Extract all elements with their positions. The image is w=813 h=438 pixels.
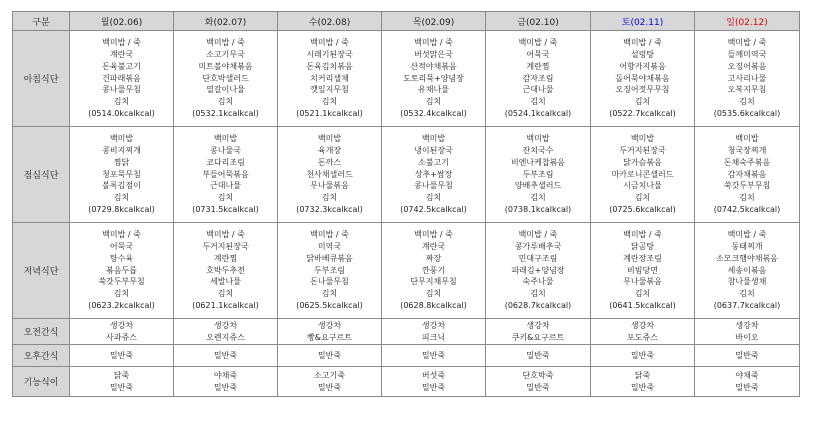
menu-item: 생강차 (213, 320, 238, 330)
menu-cell (70, 319, 174, 345)
menu-cell (174, 319, 278, 345)
menu-item: 밀반죽 (317, 350, 342, 360)
meal-row-label: 점심식단 (13, 127, 70, 223)
menu-item: 단호박죽 (522, 370, 554, 380)
menu-cell (70, 127, 174, 223)
menu-item: 밀반죽 (630, 350, 655, 360)
menu-item: 김치 (530, 97, 546, 107)
menu-item: 비엔나케찹볶음 (510, 157, 566, 167)
menu-item: 닭죽 (634, 370, 651, 380)
menu-cell (591, 345, 695, 367)
menu-cell (278, 345, 382, 367)
menu-cell (591, 31, 695, 127)
menu-item: 백미밥 / 죽 (727, 230, 767, 240)
menu-cell (695, 223, 800, 319)
menu-cell (486, 367, 591, 397)
menu-cell (382, 127, 486, 223)
menu-item: (0637.7kcalkcal) (713, 300, 781, 310)
menu-item: 김치 (321, 289, 338, 299)
menu-item: 백미밥 / 죽 (102, 230, 141, 240)
meal-row-label: 오후간식 (13, 345, 70, 367)
menu-item: 두거지된장국 (619, 146, 666, 155)
menu-item: 코다리조림 (206, 157, 245, 167)
menu-item: 쿠키&요구르트 (511, 332, 565, 342)
day-header: 일(02.12) (695, 12, 800, 31)
menu-item: 김치 (634, 193, 651, 203)
menu-body (13, 31, 800, 397)
menu-item: 무나물볶음 (623, 277, 662, 287)
menu-item: 백미밥 / 죽 (310, 38, 349, 48)
menu-item: 버섯맑은국 (414, 50, 453, 59)
menu-item: 밀반죽 (213, 350, 238, 360)
menu-item: (0532.4kcalkcal) (400, 108, 467, 118)
menu-item: 백미밥 / 죽 (414, 38, 453, 48)
menu-item: (0729.8kcalkcal) (88, 204, 155, 214)
category-header: 구분 (13, 12, 70, 31)
menu-item: 오렌지쥬스 (206, 332, 245, 342)
menu-item: 들깨미역국 (727, 50, 767, 59)
menu-item: 백미밥 / 죽 (623, 38, 662, 48)
menu-item: 김치 (634, 289, 651, 299)
menu-item: 무나물볶음 (310, 181, 349, 191)
menu-item: 잔치국수 (522, 146, 554, 155)
menu-cell (695, 319, 800, 345)
menu-cell (695, 31, 800, 127)
meal-row-label: 오전간식 (13, 319, 70, 345)
menu-item: 돌어묵야채볶음 (615, 73, 670, 83)
menu-item: 어묵국 (109, 242, 134, 251)
menu-item: 오징어볶음 (727, 61, 767, 71)
menu-item: 세발나물 (210, 277, 241, 287)
menu-item: 어향가지볶음 (619, 61, 666, 71)
menu-item: 밀반죽 (735, 382, 759, 392)
menu-item: 볶음두릅 (106, 265, 137, 275)
meal-row-label: 저녁식단 (13, 223, 70, 319)
menu-item: 닭가슴볶음 (623, 157, 662, 167)
menu-item: 백미밥 / 죽 (206, 230, 245, 240)
menu-item: 야채죽 (735, 370, 759, 380)
menu-cell (70, 223, 174, 319)
menu-item: (0623.2kcalkcal) (88, 300, 155, 310)
menu-item: 호박두추전 (206, 265, 245, 275)
menu-item: 백미밥 / 죽 (206, 38, 245, 48)
menu-item: 밀반죽 (526, 382, 550, 392)
menu-cell (382, 223, 486, 319)
menu-item: 고사리나물 (727, 73, 767, 83)
menu-item: 밀반죽 (421, 382, 446, 392)
menu-item: (0742.5kcalkcal) (713, 204, 781, 214)
menu-item: 어묵국 (526, 50, 550, 59)
meal-row-label: 아침식단 (13, 31, 70, 127)
menu-item: 백미밥 / 죽 (414, 230, 453, 240)
menu-item: 백미밥 (109, 134, 134, 144)
menu-item: 쑥갓두부무침 (98, 277, 145, 287)
menu-item: 밀반죽 (630, 382, 655, 392)
menu-item: 김치 (217, 97, 234, 107)
menu-cell (591, 367, 695, 397)
menu-item: 백미밥 (213, 134, 238, 144)
menu-item: 생강차 (317, 320, 342, 330)
menu-item: 찜닭 (113, 157, 130, 167)
menu-item: 백미밥 / 죽 (623, 230, 662, 240)
menu-item: 김치 (739, 97, 755, 107)
menu-cell (591, 223, 695, 319)
menu-item: 깻잎지무침 (310, 85, 349, 95)
menu-item: 냉이된장국 (414, 146, 453, 155)
menu-item: 계란국 (109, 50, 134, 59)
menu-item: 마카로니콘샐러드 (611, 169, 674, 179)
menu-item: 유채나물 (418, 85, 449, 95)
menu-item: 소고기무국 (206, 50, 245, 59)
menu-item: 밀반죽 (735, 350, 759, 360)
meal-row (13, 345, 800, 367)
menu-item: 야채죽 (213, 370, 238, 380)
menu-item: 김치 (321, 193, 338, 203)
menu-item: (0625.5kcalkcal) (296, 300, 363, 310)
menu-item: 열갈이나물 (206, 85, 245, 95)
menu-item: 버섯죽 (421, 370, 446, 380)
menu-cell (486, 345, 591, 367)
menu-item: (0514.0kcalkcal) (88, 108, 155, 118)
menu-cell (70, 31, 174, 127)
menu-item: 김치 (739, 289, 755, 299)
menu-item: 청포묵무침 (102, 169, 141, 179)
menu-item: 김치 (530, 289, 546, 299)
menu-item: 육개장 (317, 146, 342, 155)
menu-item: 상추+쌈장 (414, 169, 453, 179)
menu-item: 두거지된장국 (202, 242, 249, 251)
meal-row (13, 31, 800, 127)
menu-cell (174, 367, 278, 397)
menu-cell (486, 319, 591, 345)
menu-item: 근대나물 (522, 85, 554, 95)
menu-item: 밀반죽 (109, 350, 134, 360)
menu-item: 깐풍기 (421, 265, 446, 275)
menu-item: 계란찜 (213, 253, 238, 263)
menu-item: 김치 (425, 97, 442, 107)
menu-item: 소모크햄야채볶음 (716, 253, 778, 263)
menu-cell (174, 223, 278, 319)
menu-item: 세송이볶음 (727, 265, 767, 275)
menu-cell (70, 367, 174, 397)
menu-item: (0725.6kcalkcal) (609, 204, 676, 214)
menu-item: (0522.7kcalkcal) (609, 108, 676, 118)
menu-cell (486, 127, 591, 223)
menu-cell (174, 31, 278, 127)
menu-cell (278, 127, 382, 223)
menu-item: 생강차 (630, 320, 655, 330)
menu-item: 두부조림 (314, 265, 345, 275)
meal-row (13, 223, 800, 319)
menu-item: 백미밥 / 죽 (518, 230, 558, 240)
menu-item: (0524.1kcalkcal) (504, 108, 572, 118)
menu-item: 콩나물무침 (414, 181, 453, 191)
menu-item: 소불고기 (418, 157, 449, 167)
menu-item: 돈채숙주볶음 (723, 157, 771, 167)
menu-item: 김치 (217, 289, 234, 299)
menu-item: 김치 (425, 289, 442, 299)
menu-cell (174, 345, 278, 367)
menu-item: 참나물생채 (727, 277, 767, 287)
menu-cell (278, 223, 382, 319)
menu-item: 닭죽 (113, 370, 130, 380)
menu-cell (591, 127, 695, 223)
menu-item: 동태찌개 (731, 242, 763, 251)
menu-cell (278, 31, 382, 127)
menu-item: 백미밥 (526, 134, 550, 144)
menu-item: 도토리묵+양념장 (403, 73, 464, 83)
menu-item: 생강차 (526, 320, 550, 330)
menu-item: 백미밥 (735, 134, 759, 144)
menu-item: 밀반죽 (526, 350, 550, 360)
menu-item: 김치 (321, 97, 338, 107)
menu-item: 미트볼야채볶음 (198, 61, 253, 71)
day-header: 금(02.10) (486, 12, 591, 31)
menu-item: 포도쥬스 (627, 332, 658, 342)
menu-item: (0742.5kcalkcal) (400, 204, 467, 214)
menu-item: 단무지채무침 (410, 277, 457, 287)
menu-item: 김치 (634, 97, 651, 107)
menu-item: 콩나물무침 (102, 85, 141, 95)
menu-item: 치커리샐채 (310, 73, 349, 83)
menu-cell (486, 223, 591, 319)
menu-item: 비빔당면 (627, 265, 658, 275)
meal-row (13, 319, 800, 345)
menu-item: 청국장찌개 (727, 146, 767, 155)
menu-cell (278, 367, 382, 397)
menu-item: 산적야채볶음 (410, 61, 457, 71)
menu-item: 피크닉 (421, 332, 446, 342)
menu-item: 밀반죽 (109, 382, 134, 392)
menu-item: 단호박샐러드 (202, 73, 249, 83)
menu-item: 백미밥 (317, 134, 342, 144)
menu-item: 김치 (530, 193, 546, 203)
day-header: 토(02.11) (591, 12, 695, 31)
menu-item: 김치 (113, 289, 130, 299)
day-header: 수(02.08) (278, 12, 382, 31)
menu-item: 사과쥬스 (106, 332, 137, 342)
weekly-menu-table (12, 11, 800, 397)
menu-item: 천사채샐러드 (306, 169, 353, 179)
menu-item: 미역국 (317, 242, 342, 251)
menu-cell (174, 127, 278, 223)
day-header: 목(02.09) (382, 12, 486, 31)
menu-item: 밀반죽 (317, 382, 342, 392)
menu-item: 계란찜 (526, 61, 550, 71)
menu-item: 건파래볶음 (102, 73, 141, 83)
menu-item: 밀반죽 (421, 350, 446, 360)
menu-cell (695, 367, 800, 397)
meal-row-label: 기능식이 (13, 367, 70, 397)
menu-item: 김치 (739, 193, 755, 203)
menu-item: 소고기죽 (314, 370, 345, 380)
menu-cell (382, 345, 486, 367)
menu-item: 감자채볶음 (727, 169, 767, 179)
menu-item: 파래김+양념장 (511, 265, 565, 275)
menu-item: 쑥갓두부무침 (723, 181, 771, 191)
menu-item: 계란국 (421, 242, 446, 251)
menu-item: 돈육불고기 (102, 61, 141, 71)
menu-item: 돈까스 (317, 157, 342, 167)
day-header: 화(02.07) (174, 12, 278, 31)
menu-item: 부들어묵볶음 (202, 169, 249, 179)
menu-item: (0628.8kcalkcal) (400, 300, 467, 310)
menu-item: 돈나물무침 (310, 277, 349, 287)
menu-item: 설렁탕 (630, 50, 655, 59)
menu-item: 콩나물국 (210, 146, 241, 155)
menu-item: 백미밥 / 죽 (518, 38, 558, 48)
menu-item: 시래기된장국 (306, 50, 353, 59)
menu-cell (695, 345, 800, 367)
menu-item: 김치 (113, 193, 130, 203)
header-row (13, 12, 800, 31)
menu-item: 오복지무침 (727, 85, 767, 95)
menu-item: 탕수육 (109, 253, 134, 263)
menu-cell (591, 319, 695, 345)
menu-item: 바이오 (735, 332, 759, 342)
menu-item: 콩비지찌개 (102, 146, 141, 155)
menu-item: 시금치나물 (623, 181, 662, 191)
menu-item: 백미밥 / 죽 (727, 38, 767, 48)
menu-item: 오징어젓무무침 (615, 85, 670, 95)
menu-item: 양배추샐러드 (514, 181, 562, 191)
menu-item: 짜장 (425, 253, 442, 263)
menu-item: 김치 (217, 193, 234, 203)
meal-row (13, 367, 800, 397)
menu-item: (0521.1kcalkcal) (296, 108, 363, 118)
menu-item: 생강차 (421, 320, 446, 330)
menu-item: (0621.1kcalkcal) (192, 300, 259, 310)
menu-cell (278, 319, 382, 345)
menu-item: 민대구조림 (518, 253, 558, 263)
menu-item: (0628.7kcalkcal) (504, 300, 572, 310)
menu-item: 계란장조림 (623, 253, 662, 263)
menu-item: 콩가루배추국 (514, 242, 562, 251)
menu-item: 닭바베큐볶음 (306, 253, 353, 263)
menu-item: (0738.1kcalkcal) (504, 204, 572, 214)
menu-item: 김치 (113, 97, 130, 107)
menu-item: 두부조림 (522, 169, 554, 179)
menu-item: 빵&요구르트 (307, 332, 352, 342)
menu-item: 백미밥 (421, 134, 446, 144)
menu-item: 밀반죽 (213, 382, 238, 392)
menu-item: 백미밥 / 죽 (102, 38, 141, 48)
menu-item: (0641.5kcalkcal) (609, 300, 676, 310)
menu-item: 생강차 (109, 320, 134, 330)
menu-item: 근대나물 (210, 181, 241, 191)
day-header: 월(02.06) (70, 12, 174, 31)
menu-item: 백미밥 (630, 134, 655, 144)
menu-cell (382, 319, 486, 345)
menu-cell (70, 345, 174, 367)
menu-cell (382, 31, 486, 127)
menu-item: 김치 (425, 193, 442, 203)
menu-item: 숙주나물 (522, 277, 554, 287)
menu-item: 감자조림 (522, 73, 554, 83)
menu-item: (0731.5kcalkcal) (192, 204, 259, 214)
menu-item: 돈육김치볶음 (306, 61, 353, 71)
menu-item: (0535.6kcalkcal) (713, 108, 781, 118)
menu-cell (486, 31, 591, 127)
menu-item: 생강차 (735, 320, 759, 330)
menu-item: 닭곰탕 (630, 242, 655, 251)
menu-cell (382, 367, 486, 397)
menu-cell (695, 127, 800, 223)
menu-item: 백미밥 / 죽 (310, 230, 349, 240)
meal-row (13, 127, 800, 223)
menu-item: (0732.3kcalkcal) (296, 204, 363, 214)
menu-item: 볼록김점이 (102, 181, 141, 191)
menu-item: (0532.1kcalkcal) (192, 108, 259, 118)
